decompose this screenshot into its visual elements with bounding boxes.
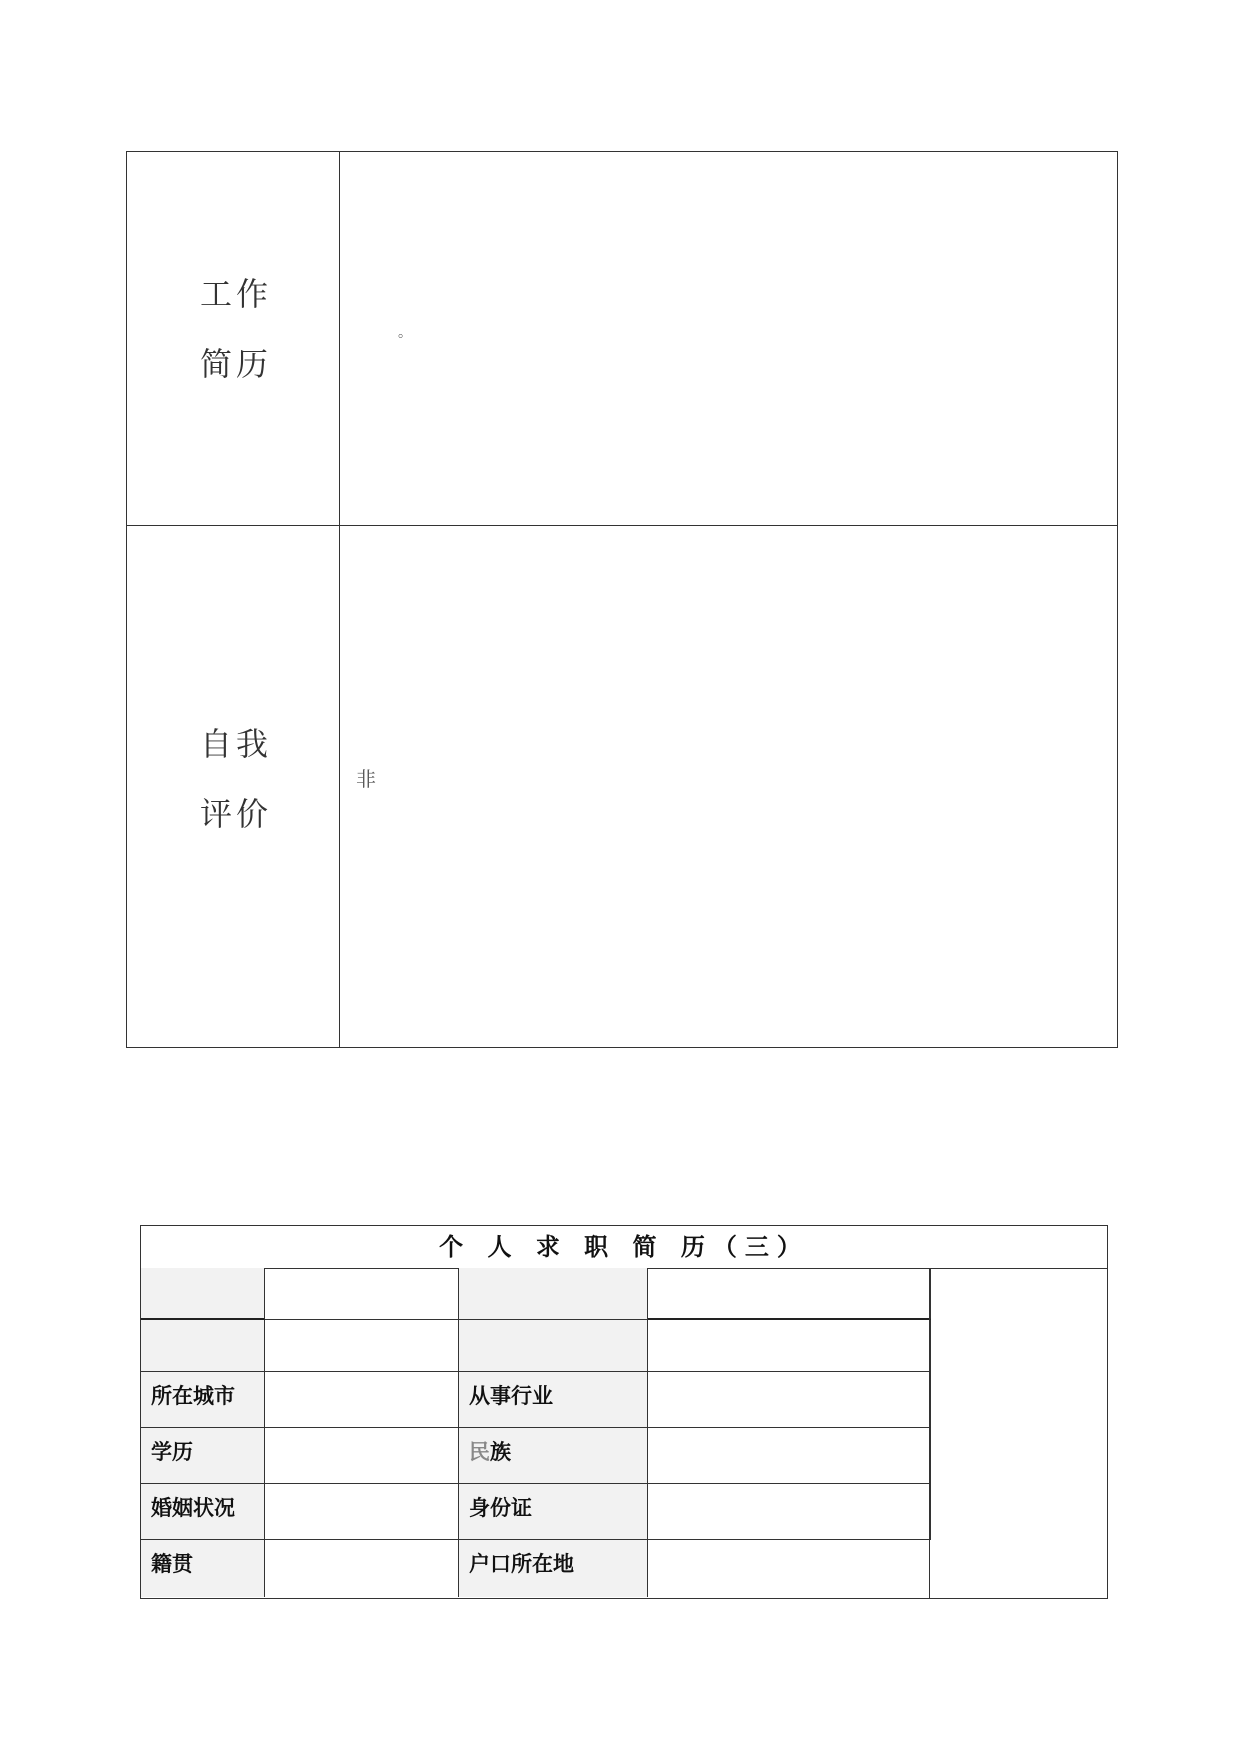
age-value-cell[interactable] [265,1320,459,1372]
id-card-value-cell[interactable] [648,1484,931,1540]
gender-label-cell [459,1268,648,1320]
ethnicity-label [469,1436,511,1466]
work-history-text: 。 [398,325,412,341]
education-label-cell [141,1428,265,1484]
education-value-cell[interactable] [265,1428,459,1484]
work-history-content[interactable] [340,152,1117,525]
self-evaluation-label-line2: 评价 [200,795,273,833]
origin-label-cell [141,1540,265,1597]
work-history-row [127,152,1117,526]
work-history-label-line2: 简历 [200,345,273,383]
ethnicity-label-prefix: 民 [469,1440,490,1464]
industry-label: 从事行业 [469,1384,553,1408]
industry-label-cell [459,1372,648,1428]
self-evaluation-row [127,526,1117,1047]
hukou-label: 户口所在地 [469,1552,574,1576]
phone-value-cell[interactable] [648,1320,931,1372]
work-history-label-line1: 工作 [200,275,273,313]
resume-title: 个 人 求 职 简 历（三） [141,1226,1107,1269]
city-label: 所在城市 [151,1384,235,1408]
upper-table [126,151,1118,1048]
resume-table [140,1225,1108,1599]
origin-value-cell[interactable] [265,1540,459,1597]
self-evaluation-text: 非 [356,767,376,791]
self-evaluation-content[interactable] [340,526,1117,1047]
age-label-cell [141,1320,265,1372]
ethnicity-value-cell[interactable] [648,1428,931,1484]
city-value-cell[interactable] [265,1372,459,1428]
self-evaluation-label-line1: 自我 [200,725,273,763]
education-label: 学历 [151,1440,193,1464]
hukou-value-cell[interactable] [648,1540,931,1597]
city-label-cell [141,1372,265,1428]
name-value-cell[interactable] [265,1268,459,1320]
name-label-cell [141,1268,265,1320]
marital-value-cell[interactable] [265,1484,459,1540]
gender-value-cell[interactable] [648,1268,931,1320]
hukou-label-cell [459,1540,648,1597]
self-evaluation-label-cell [127,526,340,1047]
industry-value-cell[interactable] [648,1372,931,1428]
photo-cell[interactable] [929,1268,1107,1598]
marital-label: 婚姻状况 [151,1496,235,1520]
id-card-label: 身份证 [469,1496,532,1520]
origin-label: 籍贯 [151,1552,193,1576]
phone-label-cell [459,1320,648,1372]
id-card-label-cell [459,1484,648,1540]
work-history-label-cell [127,152,340,525]
ethnicity-label-cell [459,1428,648,1484]
marital-label-cell [141,1484,265,1540]
ethnicity-label-suffix: 族 [490,1440,511,1464]
